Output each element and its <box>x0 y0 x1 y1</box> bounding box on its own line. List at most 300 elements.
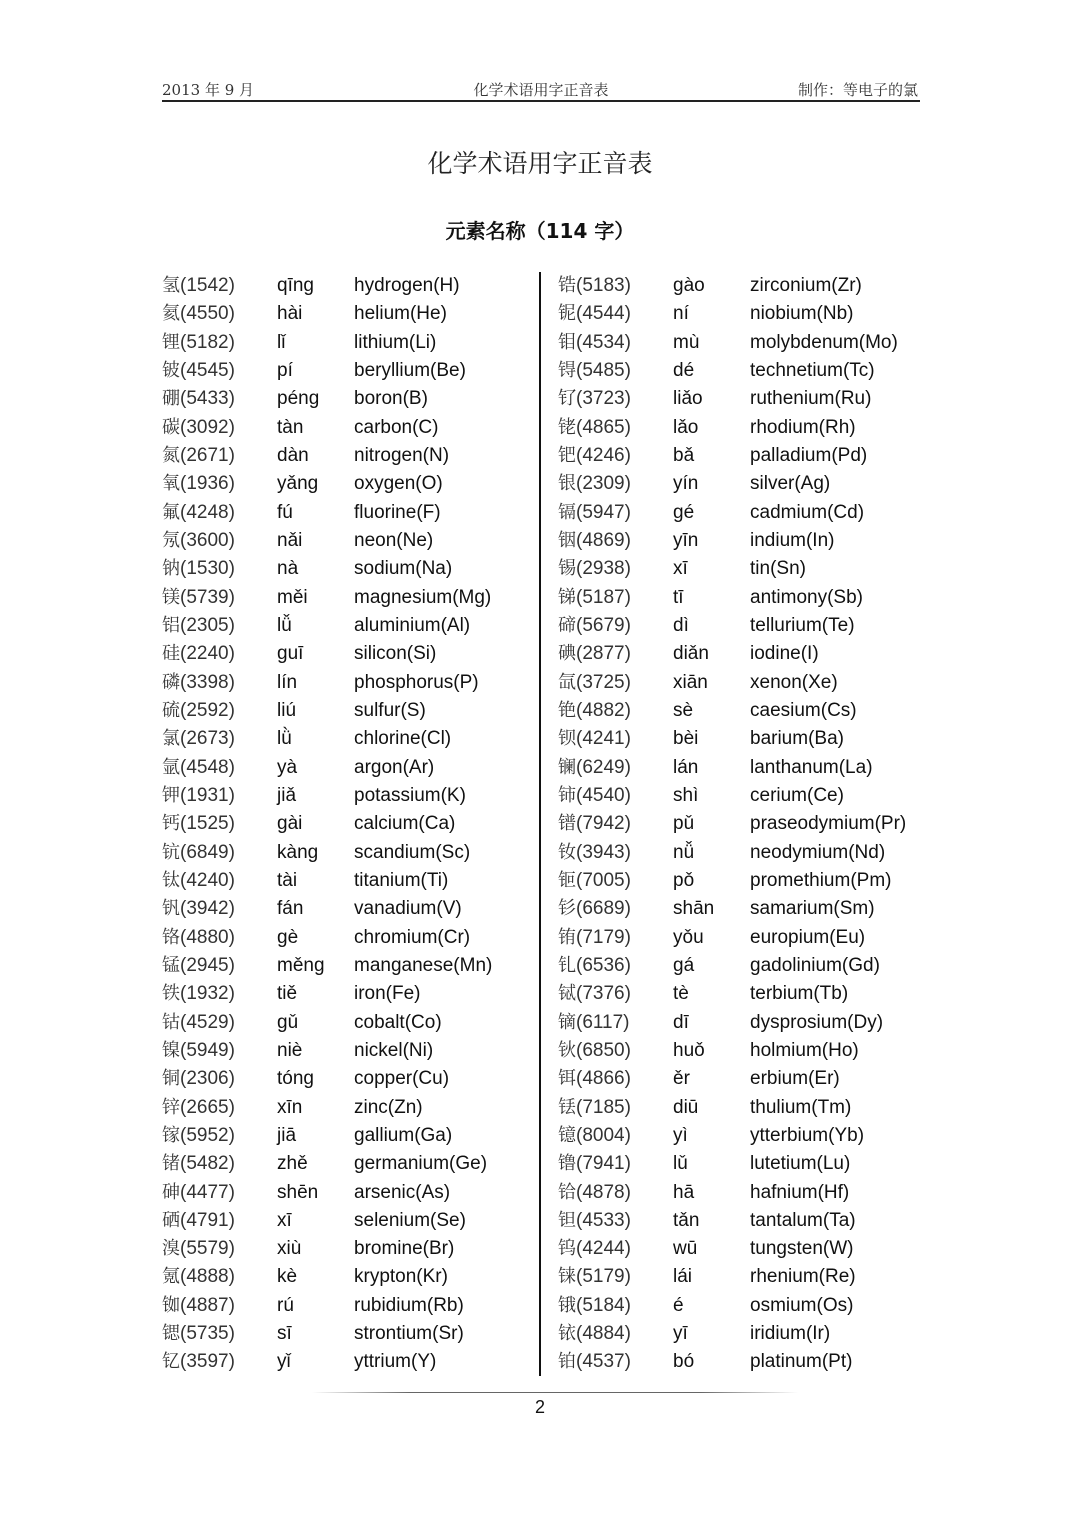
element-character <box>162 839 235 867</box>
element-pinyin: gài <box>277 813 303 835</box>
element-english-name: iodine(I) <box>750 643 819 665</box>
element-code: (6850) <box>576 1039 631 1061</box>
element-character <box>558 527 631 555</box>
element-english-name: holmium(Ho) <box>750 1039 859 1061</box>
element-pinyin: nǎi <box>277 529 303 551</box>
element-row <box>558 980 938 1008</box>
element-character <box>558 555 631 583</box>
element-pinyin: diǎn <box>673 643 709 665</box>
element-code: (4244) <box>576 1238 631 1260</box>
element-pinyin: hài <box>277 303 303 325</box>
element-hanzi: 氢 <box>162 275 180 296</box>
element-pinyin: jiā <box>277 1124 297 1146</box>
element-pinyin: gè <box>277 926 299 948</box>
element-pinyin: sè <box>673 699 694 721</box>
element-character <box>558 442 631 470</box>
element-pinyin: pǔ <box>673 813 695 835</box>
element-row <box>558 612 938 640</box>
element-hanzi: 钬 <box>558 1039 576 1061</box>
element-code: (4529) <box>180 1011 235 1033</box>
element-hanzi: 镁 <box>162 586 180 608</box>
element-row <box>558 1150 938 1178</box>
element-code: (4878) <box>576 1181 631 1203</box>
element-pinyin: xī <box>277 1209 292 1231</box>
element-row <box>558 725 938 753</box>
element-hanzi: 铪 <box>558 1181 576 1203</box>
element-row <box>558 924 938 952</box>
element-pinyin: xiù <box>277 1238 302 1260</box>
element-pinyin: tè <box>673 983 689 1005</box>
element-code: (3942) <box>180 898 235 920</box>
element-code: (4888) <box>180 1266 235 1288</box>
element-character <box>162 1122 235 1150</box>
element-hanzi: 铌 <box>558 303 576 325</box>
element-code: (1931) <box>180 784 235 806</box>
element-code: (2309) <box>576 473 631 495</box>
element-english-name: titanium(Ti) <box>354 869 449 891</box>
element-pinyin: liǎo <box>673 388 703 410</box>
element-pinyin: tiě <box>277 983 298 1005</box>
element-hanzi: 铂 <box>558 1351 576 1373</box>
element-row <box>162 1292 542 1320</box>
element-character <box>162 980 235 1008</box>
element-hanzi: 铽 <box>558 983 576 1005</box>
element-code: (3398) <box>180 671 235 693</box>
element-code: (2945) <box>180 954 235 976</box>
element-character <box>162 697 235 725</box>
element-row <box>558 640 938 668</box>
element-row <box>162 980 542 1008</box>
element-code: (4540) <box>576 784 631 806</box>
element-code: (4477) <box>180 1181 235 1203</box>
element-hanzi: 锑 <box>558 586 576 608</box>
element-code: (3092) <box>180 416 235 438</box>
element-code: (4537) <box>576 1351 631 1373</box>
element-code: (1932) <box>180 983 235 1005</box>
element-row <box>558 1009 938 1037</box>
element-character <box>558 470 631 498</box>
element-code: (7005) <box>576 869 631 891</box>
element-hanzi: 镉 <box>558 501 576 523</box>
element-hanzi: 氧 <box>162 473 180 495</box>
element-character <box>558 810 631 838</box>
element-pinyin: niè <box>277 1039 303 1061</box>
element-character <box>558 1009 630 1037</box>
element-character <box>162 867 235 895</box>
element-hanzi: 钷 <box>558 869 576 891</box>
element-row <box>558 414 938 442</box>
element-row <box>162 385 542 413</box>
element-row <box>558 1235 938 1263</box>
element-pinyin: yǐ <box>277 1351 291 1373</box>
element-code: (4240) <box>180 869 235 891</box>
element-pinyin: zhě <box>277 1153 308 1175</box>
element-row <box>162 952 542 980</box>
element-character <box>162 1348 235 1376</box>
element-code: (4241) <box>576 728 631 750</box>
element-english-name: arsenic(As) <box>354 1181 451 1203</box>
element-character <box>558 980 631 1008</box>
element-english-name: iron(Fe) <box>354 983 421 1005</box>
element-english-name: thulium(Tm) <box>750 1096 852 1118</box>
element-english-name: oxygen(O) <box>354 473 443 495</box>
element-english-name: cerium(Ce) <box>750 784 844 806</box>
element-english-name: nitrogen(N) <box>354 444 450 466</box>
element-code: (2306) <box>180 1068 235 1090</box>
element-code: (6117) <box>576 1011 630 1033</box>
element-pinyin: lán <box>673 756 699 778</box>
element-code: (4534) <box>576 331 631 353</box>
element-hanzi: 钯 <box>558 444 576 466</box>
element-english-name: helium(He) <box>354 303 447 325</box>
element-hanzi: 磷 <box>162 671 180 693</box>
element-hanzi: 铥 <box>558 1096 576 1118</box>
element-code: (6536) <box>576 954 631 976</box>
element-row <box>162 612 542 640</box>
element-character <box>558 1150 631 1178</box>
element-code: (4882) <box>576 699 631 721</box>
element-character <box>558 357 631 385</box>
element-row <box>162 895 542 923</box>
element-pinyin: jiǎ <box>277 784 297 806</box>
element-hanzi: 溴 <box>162 1238 180 1260</box>
element-row <box>162 754 542 782</box>
element-row <box>162 867 542 895</box>
element-row <box>162 1179 542 1207</box>
element-hanzi: 铍 <box>162 359 180 381</box>
element-character <box>558 1122 631 1150</box>
element-row <box>558 1292 938 1320</box>
element-character <box>558 385 631 413</box>
element-english-name: praseodymium(Pr) <box>750 813 907 835</box>
element-row <box>162 470 542 498</box>
element-pinyin: tóng <box>277 1068 314 1090</box>
element-english-name: rubidium(Rb) <box>354 1294 464 1316</box>
element-character <box>162 810 235 838</box>
element-english-name: lithium(Li) <box>354 331 437 353</box>
element-row <box>162 1320 542 1348</box>
element-pinyin: bǎ <box>673 444 695 466</box>
element-character <box>558 952 631 980</box>
element-pinyin: dì <box>673 614 689 636</box>
element-english-name: neodymium(Nd) <box>750 841 886 863</box>
element-character <box>558 499 631 527</box>
element-row <box>558 895 938 923</box>
element-english-name: neon(Ne) <box>354 529 434 551</box>
element-row <box>162 584 542 612</box>
element-row <box>558 810 938 838</box>
element-code: (5947) <box>576 501 631 523</box>
element-english-name: promethium(Pm) <box>750 869 892 891</box>
element-row <box>558 1320 938 1348</box>
element-code: (4548) <box>180 756 235 778</box>
element-code: (5183) <box>576 275 631 296</box>
element-row <box>162 839 542 867</box>
element-english-name: boron(B) <box>354 388 428 410</box>
element-character <box>162 924 235 952</box>
element-character <box>558 1179 631 1207</box>
element-english-name: tantalum(Ta) <box>750 1209 856 1231</box>
header-author: 制作：等电子的氯 <box>797 81 918 99</box>
element-code: (4544) <box>576 303 631 325</box>
element-character <box>558 924 631 952</box>
element-row <box>162 1009 542 1037</box>
element-hanzi: 镍 <box>162 1039 180 1061</box>
element-english-name: tungsten(W) <box>750 1238 854 1260</box>
element-hanzi: 铷 <box>162 1294 180 1316</box>
element-english-name: europium(Eu) <box>750 926 866 948</box>
element-pinyin: měng <box>277 954 325 976</box>
column-divider <box>539 272 541 1376</box>
element-character <box>162 1263 235 1291</box>
element-english-name: potassium(K) <box>354 784 466 806</box>
element-character <box>558 754 631 782</box>
element-hanzi: 钾 <box>162 784 180 806</box>
element-english-name: selenium(Se) <box>354 1209 466 1231</box>
element-pinyin: měi <box>277 586 308 608</box>
element-character <box>558 414 631 442</box>
element-character <box>162 669 235 697</box>
element-hanzi: 镝 <box>558 1011 576 1033</box>
element-pinyin: wū <box>673 1238 698 1260</box>
element-pinyin: tǎn <box>673 1209 700 1231</box>
element-hanzi: 镨 <box>558 813 576 835</box>
element-character <box>558 1037 631 1065</box>
element-character <box>162 385 235 413</box>
element-english-name: rhenium(Re) <box>750 1266 856 1288</box>
element-pinyin: rú <box>277 1294 294 1316</box>
element-english-name: krypton(Kr) <box>354 1266 448 1288</box>
element-pinyin: yà <box>277 756 298 778</box>
element-character <box>162 470 235 498</box>
element-english-name: zinc(Zn) <box>354 1096 423 1118</box>
element-hanzi: 钠 <box>162 558 180 580</box>
element-pinyin: huǒ <box>673 1039 705 1061</box>
element-row <box>558 1094 938 1122</box>
element-code: (5187) <box>576 586 631 608</box>
element-code: (2665) <box>180 1096 235 1118</box>
element-row <box>558 1037 938 1065</box>
element-hanzi: 锶 <box>162 1323 180 1345</box>
element-row <box>162 1348 542 1376</box>
element-row <box>558 1207 938 1235</box>
element-code: (3723) <box>576 388 631 410</box>
element-pinyin: fán <box>277 898 304 920</box>
element-row <box>558 442 938 470</box>
element-pinyin: pǒ <box>673 869 695 891</box>
element-pinyin: lín <box>277 671 298 693</box>
element-character <box>162 357 235 385</box>
element-code: (7179) <box>576 926 631 948</box>
element-pinyin: yì <box>673 1124 688 1146</box>
element-hanzi: 锇 <box>558 1294 576 1316</box>
element-hanzi: 钒 <box>162 898 180 920</box>
element-pinyin: yín <box>673 473 699 495</box>
section-subtitle: 元素名称（114 字） <box>445 219 635 243</box>
element-pinyin: yīn <box>673 529 699 551</box>
element-code: (1525) <box>180 813 235 835</box>
element-code: (4246) <box>576 444 631 466</box>
element-hanzi: 氪 <box>162 1266 180 1288</box>
element-character <box>162 1235 235 1263</box>
page-header <box>162 78 920 102</box>
element-english-name: barium(Ba) <box>750 728 844 750</box>
element-row <box>558 555 938 583</box>
element-character <box>162 584 235 612</box>
element-character <box>558 640 631 668</box>
element-english-name: terbium(Tb) <box>750 983 849 1005</box>
element-hanzi: 氩 <box>162 756 180 778</box>
element-character <box>162 1320 235 1348</box>
element-pinyin: kè <box>277 1266 298 1288</box>
element-character <box>558 1263 631 1291</box>
element-row <box>558 385 938 413</box>
element-pinyin: fú <box>277 501 293 523</box>
element-row <box>162 924 542 952</box>
element-hanzi: 铼 <box>558 1266 576 1288</box>
element-code: (1530) <box>180 558 235 580</box>
element-character <box>162 895 235 923</box>
element-pinyin: yī <box>673 1323 688 1345</box>
element-character <box>162 414 235 442</box>
element-code: (4887) <box>180 1294 235 1316</box>
element-hanzi: 氖 <box>162 529 180 551</box>
element-hanzi: 硫 <box>162 699 180 721</box>
element-code: (5739) <box>180 586 235 608</box>
element-english-name: tellurium(Te) <box>750 614 855 636</box>
element-row <box>162 1037 542 1065</box>
element-code: (4791) <box>180 1209 235 1231</box>
element-english-name: sulfur(S) <box>354 699 426 721</box>
element-row <box>162 669 542 697</box>
element-character <box>558 669 631 697</box>
element-character <box>558 697 631 725</box>
element-hanzi: 碳 <box>162 416 180 438</box>
element-row <box>558 329 938 357</box>
element-hanzi: 铈 <box>558 784 576 806</box>
element-hanzi: 铝 <box>162 614 180 636</box>
element-pinyin: dàn <box>277 444 309 466</box>
element-character <box>162 1150 235 1178</box>
element-english-name: ruthenium(Ru) <box>750 388 872 410</box>
element-row <box>558 839 938 867</box>
element-code: (5579) <box>180 1238 235 1260</box>
element-hanzi: 氯 <box>162 728 180 750</box>
element-pinyin: bèi <box>673 728 699 750</box>
element-hanzi: 铟 <box>558 529 576 551</box>
element-row <box>558 272 938 300</box>
element-character <box>558 895 631 923</box>
element-character <box>162 300 235 328</box>
element-code: (4880) <box>180 926 235 948</box>
element-code: (3600) <box>180 529 235 551</box>
element-english-name: hafnium(Hf) <box>750 1181 850 1203</box>
element-english-name: lutetium(Lu) <box>750 1153 851 1175</box>
element-pinyin: tài <box>277 869 298 891</box>
element-character <box>162 272 235 300</box>
element-row <box>162 1263 542 1291</box>
element-hanzi: 氦 <box>162 303 180 325</box>
element-english-name: dysprosium(Dy) <box>750 1011 884 1033</box>
element-row <box>162 300 542 328</box>
element-code: (2240) <box>180 643 235 665</box>
element-row <box>162 555 542 583</box>
element-pinyin: shì <box>673 784 699 806</box>
element-pinyin: ní <box>673 303 689 325</box>
element-pinyin: péng <box>277 388 320 410</box>
element-pinyin: lǚ <box>277 614 292 636</box>
element-row <box>558 1122 938 1150</box>
element-hanzi: 钪 <box>162 841 180 863</box>
element-character <box>162 442 235 470</box>
element-code: (2592) <box>180 699 235 721</box>
element-row <box>558 1065 938 1093</box>
element-english-name: calcium(Ca) <box>354 813 456 835</box>
element-character <box>162 754 235 782</box>
element-hanzi: 铑 <box>558 416 576 438</box>
element-code: (6249) <box>576 756 631 778</box>
element-code: (2877) <box>576 643 631 665</box>
element-hanzi: 钼 <box>558 331 576 353</box>
element-hanzi: 镥 <box>558 1153 576 1175</box>
element-code: (6849) <box>180 841 235 863</box>
right-column <box>558 272 938 1377</box>
element-row <box>162 329 542 357</box>
element-code: (4865) <box>576 416 631 438</box>
element-pinyin: nà <box>277 558 299 580</box>
element-pinyin: ěr <box>673 1068 690 1090</box>
element-row <box>558 669 938 697</box>
element-row <box>162 414 542 442</box>
element-english-name: nickel(Ni) <box>354 1039 434 1061</box>
element-code: (4869) <box>576 529 631 551</box>
element-english-name: gadolinium(Gd) <box>750 954 880 976</box>
element-pinyin: xī <box>673 558 688 580</box>
element-character <box>558 1235 631 1263</box>
element-english-name: antimony(Sb) <box>750 586 863 608</box>
element-row <box>162 499 542 527</box>
element-hanzi: 砷 <box>162 1181 180 1203</box>
element-english-name: aluminium(Al) <box>354 614 471 636</box>
element-english-name: argon(Ar) <box>354 756 435 778</box>
page-title: 化学术语用字正音表 <box>427 149 653 178</box>
element-english-name: chlorine(Cl) <box>354 728 452 750</box>
element-english-name: phosphorus(P) <box>354 671 479 693</box>
element-code: (2671) <box>180 444 235 466</box>
element-code: (4884) <box>576 1323 631 1345</box>
element-english-name: samarium(Sm) <box>750 898 875 920</box>
element-english-name: platinum(Pt) <box>750 1351 853 1373</box>
element-code: (1936) <box>180 473 235 495</box>
element-hanzi: 锝 <box>558 359 576 381</box>
element-code: (7376) <box>576 983 631 1005</box>
element-hanzi: 钕 <box>558 841 576 863</box>
footer-rule <box>312 1392 798 1393</box>
element-character <box>162 1065 235 1093</box>
element-character <box>162 640 235 668</box>
element-english-name: silver(Ag) <box>750 473 831 495</box>
element-english-name: chromium(Cr) <box>354 926 471 948</box>
element-english-name: molybdenum(Mo) <box>750 331 898 353</box>
element-hanzi: 钆 <box>558 954 576 976</box>
element-hanzi: 钡 <box>558 728 576 750</box>
element-row <box>558 754 938 782</box>
element-code: (5485) <box>576 359 631 381</box>
element-character <box>162 527 235 555</box>
element-english-name: caesium(Cs) <box>750 699 857 721</box>
element-character <box>558 1320 631 1348</box>
element-character <box>162 1292 235 1320</box>
